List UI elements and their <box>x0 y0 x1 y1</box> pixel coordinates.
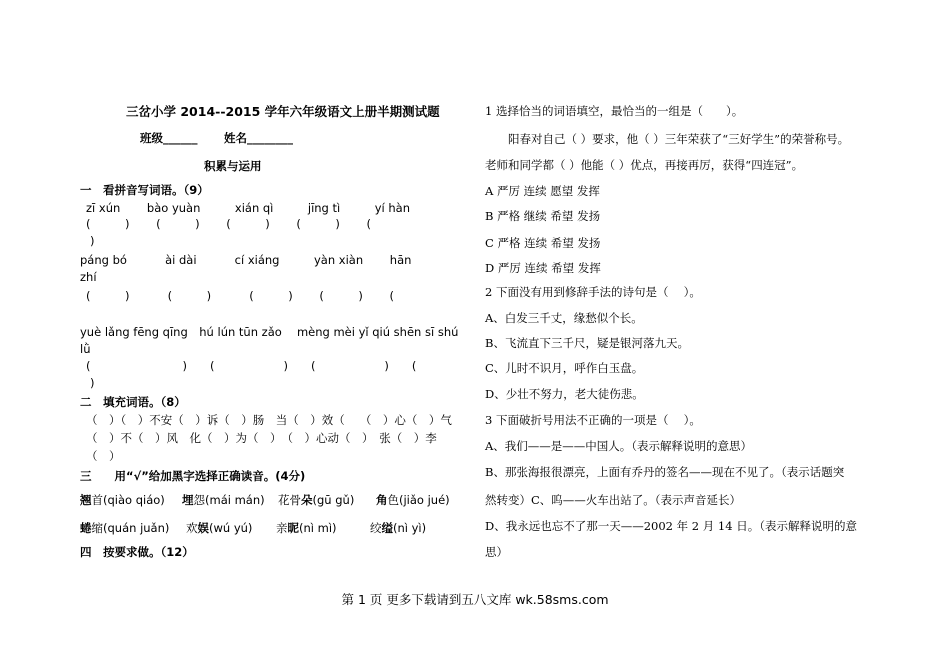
blank-line: ( ) ( ) ( ) ( <box>86 359 417 373</box>
bold-char: 蜷 <box>80 521 92 535</box>
pinyin-line: lǜ <box>80 342 91 356</box>
bold-char: 朵 <box>301 493 313 507</box>
option-d: D、少壮不努力，老大徒伤悲。 <box>485 387 644 401</box>
reading-item <box>186 520 252 536</box>
question-text: 老师和同学都（ ）他能（ ）优点，再接再厉，获得“四连冠”。 <box>485 158 804 172</box>
pinyin-line: zhí <box>80 270 97 284</box>
fill-line: （ ）不（ ）风 化（ ）为（ ） （ ）心动（ ） 张（ ）李 <box>86 431 437 445</box>
name-field: 姓名________ <box>224 131 293 145</box>
reading-options: (gū gǔ) <box>312 493 355 507</box>
reading-item <box>80 492 165 508</box>
blank-line: ) <box>90 376 95 390</box>
question-3: 3 下面破折号用法不正确的一项是（ ）。 <box>485 413 701 427</box>
blank-line: ) <box>90 234 95 248</box>
bold-char: 缢 <box>381 521 393 535</box>
section-1-heading: 一 看拼音写词语。（9） <box>80 183 209 197</box>
fill-line: （ ）（ ）不安（ ）诉（ ）肠 当（ ）效（ （ ）心（ ）气 <box>86 413 452 427</box>
pinyin-line: yuè lǎng fēng qīng hú lún tūn zǎo mèng mèi yǐ qiú shēn sī shú <box>80 325 459 339</box>
option-c: C、儿时不识月，呼作白玉盘。 <box>485 361 644 375</box>
option-b: B、飞流直下三千尺，疑是银河落九天。 <box>485 336 689 350</box>
option-b: B 严格 继续 希望 发扬 <box>485 209 601 223</box>
question-2: 2 下面没有用到修辞手法的诗句是（ ）。 <box>485 285 701 299</box>
option-a: A、白发三千丈，缘愁似个长。 <box>485 311 643 325</box>
reading-options: 首(qiào qiáo) <box>91 493 165 507</box>
reading-item <box>80 520 169 536</box>
reading-item <box>276 520 337 536</box>
option-c: C 严格 连续 希望 发扬 <box>485 236 601 250</box>
reading-item <box>376 492 450 508</box>
plain-chars: 绞 <box>370 521 382 535</box>
pinyin-line: páng bó ài dài cí xiáng yàn xiàn hān <box>80 253 412 267</box>
pinyin-line: zī xún bào yuàn xián qì jīng tì yí hàn <box>86 201 410 215</box>
blank-line: ( ) ( ) ( ) ( ) ( <box>86 289 394 303</box>
section-4-heading: 四 按要求做。（12） <box>80 545 194 559</box>
page-footer: 第 1 页 更多下载请到五八文库 wk.58sms.com <box>341 592 609 607</box>
section-subtitle: 积累与运用 <box>204 159 262 173</box>
option-d-continued: 思） <box>485 545 508 559</box>
section-2-heading: 二 填充词语。（8） <box>80 395 186 409</box>
bold-char: 翘 <box>80 493 92 507</box>
reading-options: 色(jiǎo jué) <box>387 493 450 507</box>
exam-title: 三岔小学 2014--2015 学年六年级语文上册半期测试题 <box>126 104 440 119</box>
blank-line: ( ) ( ) ( ) ( ) ( <box>86 217 371 231</box>
reading-options: (nì mì) <box>299 521 337 535</box>
reading-item <box>370 520 426 536</box>
bold-char: 娱 <box>197 521 209 535</box>
reading-options: (nì yì) <box>393 521 427 535</box>
reading-item <box>182 492 265 508</box>
bold-char: 昵 <box>287 521 299 535</box>
section-3-heading: 三 用“√”给加黑字选择正确读音。(4分) <box>80 469 306 483</box>
option-d: D、我永远也忘不了那一天——2002 年 2 月 14 日。（表示解释说明的意 <box>485 519 857 533</box>
option-b: B、那张海报很漂亮，上面有乔丹的签名——现在不见了。（表示话题突 <box>485 465 845 479</box>
plain-chars: 欢 <box>186 521 198 535</box>
option-a: A、我们——是——中国人。（表示解释说明的意思） <box>485 439 753 453</box>
option-b-continued: 然转变）C、呜——火车出站了。（表示声音延长） <box>485 493 742 507</box>
class-field: 班级______ <box>140 131 198 145</box>
fill-line: （ ） <box>86 449 121 463</box>
reading-options: 缩(quán juǎn) <box>91 521 170 535</box>
bold-char: 埋 <box>182 493 194 507</box>
question-text: 阳春对自己（ ）要求，他（ ）三年荣获了“三好学生”的荣誉称号。 <box>485 132 850 146</box>
plain-chars: 花骨 <box>278 493 301 507</box>
question-1: 1 选择恰当的词语填空，最恰当的一组是（ ）。 <box>485 104 744 118</box>
reading-item <box>278 492 354 508</box>
bold-char: 角 <box>376 493 388 507</box>
reading-options: 怨(mái mán) <box>193 493 265 507</box>
option-a: A 严厉 连续 愿望 发挥 <box>485 184 600 198</box>
plain-chars: 亲 <box>276 521 288 535</box>
option-d: D 严厉 连续 希望 发挥 <box>485 261 601 275</box>
reading-options: (wú yú) <box>209 521 253 535</box>
